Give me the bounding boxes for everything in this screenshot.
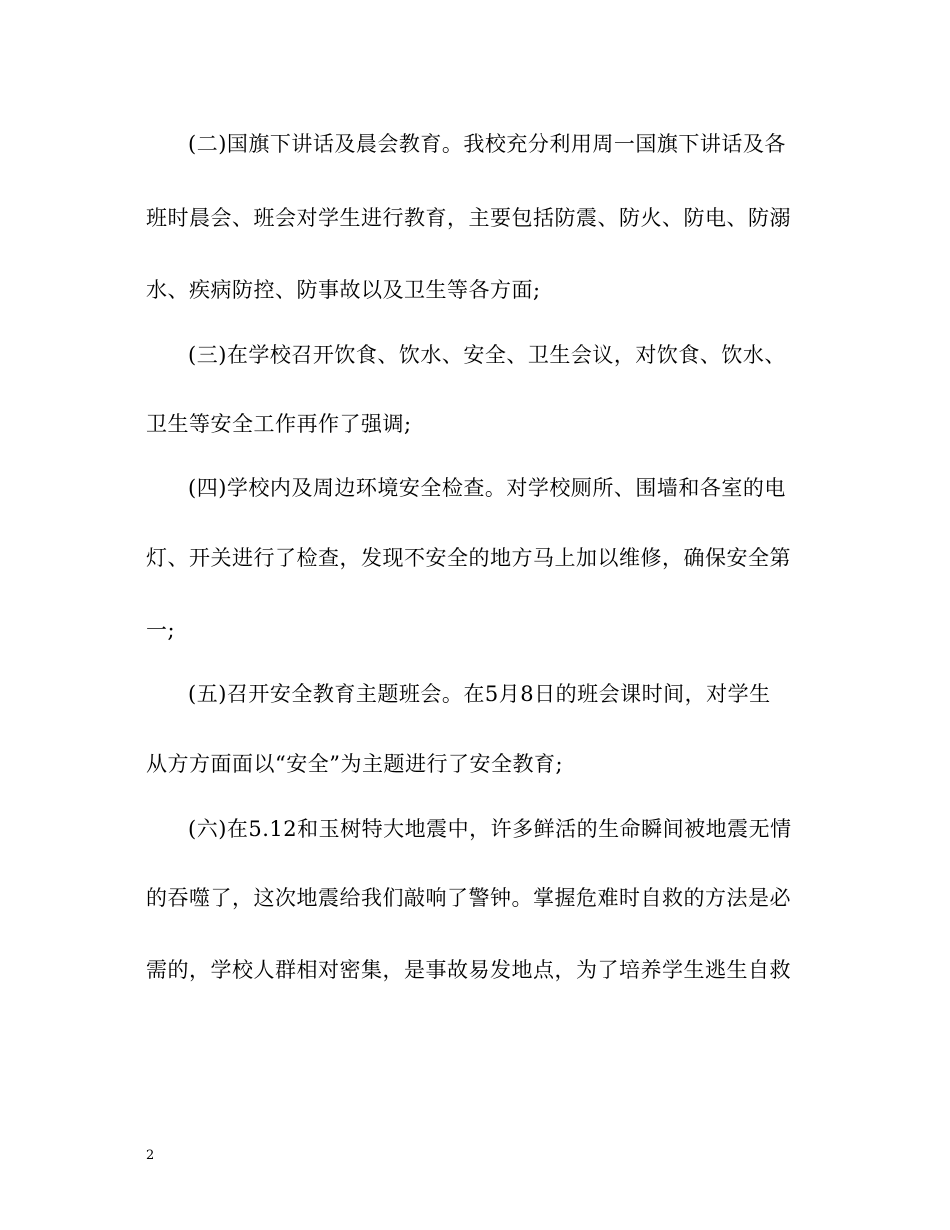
- paragraph-line: (三)在学校召开饮食、饮水、安全、卫生会议，对饮食、饮水、: [188, 343, 786, 367]
- page-number: 2: [146, 1148, 155, 1163]
- paragraph-line: 班时晨会、班会对学生进行教育，主要包括防震、防火、防电、防溺: [146, 206, 791, 230]
- paragraph-line: (六)在5.12和玉树特大地震中，许多鲜活的生命瞬间被地震无情: [188, 817, 792, 841]
- paragraph-line: 一;: [146, 618, 176, 642]
- paragraph-line: 卫生等安全工作再作了强调;: [146, 412, 412, 436]
- paragraph-line: (二)国旗下讲话及晨会教育。我校充分利用周一国旗下讲话及各: [188, 132, 786, 156]
- paragraph-line: 灯、开关进行了检查，发现不安全的地方马上加以维修，确保安全第: [146, 546, 791, 570]
- paragraph-line: (五)召开安全教育主题班会。在5月8日的班会课时间，对学生: [188, 682, 771, 706]
- paragraph-line: (四)学校内及周边环境安全检查。对学校厕所、围墙和各室的电: [188, 476, 786, 500]
- paragraph-line: 需的，学校人群相对密集，是事故易发地点，为了培养学生逃生自救: [146, 958, 791, 982]
- paragraph-line: 的吞噬了，这次地震给我们敲响了警钟。掌握危难时自救的方法是必: [146, 886, 791, 910]
- paragraph-line: 水、疾病防控、防事故以及卫生等各方面;: [146, 278, 541, 302]
- paragraph-line: 从方方面面以“安全”为主题进行了安全教育;: [146, 752, 564, 776]
